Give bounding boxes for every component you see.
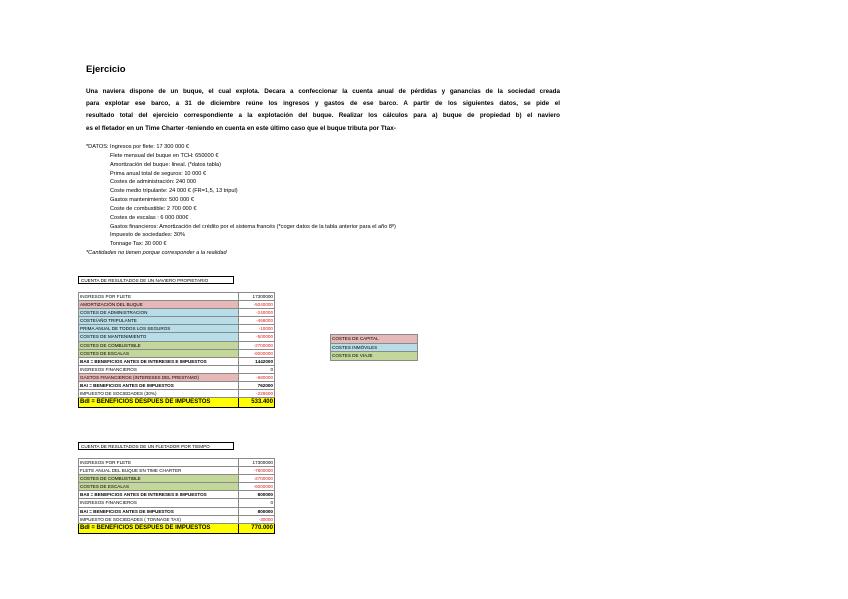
row-label: INGRESOS POR FLETE xyxy=(79,293,239,301)
table-row xyxy=(79,349,275,357)
row-label: INGRESOS POR FLETE xyxy=(79,459,239,467)
data-item: Costes de administración: 240 000 xyxy=(110,179,197,186)
cost-legend xyxy=(330,334,418,361)
row-label: FLETE ANUAL DEL BUQUE EN TIME CHARTER xyxy=(79,467,239,475)
table-row xyxy=(79,357,275,365)
legend-row xyxy=(331,352,418,361)
table-row xyxy=(79,382,275,390)
row-value: -7800000 xyxy=(239,467,275,475)
data-item: Prima anual total de seguros: 10 000 € xyxy=(110,170,207,177)
page-title: Ejercicio xyxy=(86,64,126,75)
total-label: BdI = BENEFICIOS DESPUES DE IMPUESTOS xyxy=(79,523,239,533)
total-row xyxy=(79,523,275,533)
total-row xyxy=(79,398,275,408)
data-item: Tonnage Tax: 30 000 € xyxy=(110,241,167,248)
table-row xyxy=(79,515,275,523)
row-value: -6000000 xyxy=(239,349,275,357)
row-value: 1442000 xyxy=(239,357,275,365)
row-value: 17300000 xyxy=(239,293,275,301)
row-label: COSTE/AÑO TRIPULANTE xyxy=(79,317,239,325)
statement-line: resultado total del ejercicio correspondiente a la explotación del buque. Realizar los cálculos para a) buque de propiedad b) el naviero xyxy=(86,112,560,120)
row-label: GASTOS FINANCIEROS (INTERESES DEL PRESTAMO) xyxy=(79,373,239,381)
row-value: 0 xyxy=(239,365,275,373)
exercise-statement xyxy=(86,86,560,135)
total-value: 533.400 xyxy=(239,398,275,408)
data-item: Amortización del buque: lineal. (*datos tabla) xyxy=(110,161,222,168)
row-label: COSTES DE MANTENIMIENTO xyxy=(79,333,239,341)
row-label: INGRESOS FINANCIEROS xyxy=(79,365,239,373)
row-label: BAII = BENEFICIOS ANTES DE INTERESES E IMPUESTOS xyxy=(79,491,239,499)
legend-item: COSTES INMÓVILES xyxy=(331,343,418,352)
table2-caption: CUENTA DE RESULTADOS DE UN FLETADOR POR TIEMPO xyxy=(78,442,234,450)
data-item: Gastos financieros: Amortización del crédito por el sistema francés (*coger datos de la tabla anterior para el año 8º) xyxy=(110,223,396,230)
row-value: -2700000 xyxy=(239,341,275,349)
total-value: 770.000 xyxy=(239,523,275,533)
row-label: INGRESOS FINANCIEROS xyxy=(79,499,239,507)
row-label: BAI = BENEFICIOS ANTES DE IMPUESTOS xyxy=(79,382,239,390)
data-item: Coste de combustible: 2 700 000 € xyxy=(110,205,197,212)
table-row xyxy=(79,467,275,475)
legend-row xyxy=(331,343,418,352)
row-label: BAII = BENEFICIOS ANTES DE INTERESES E IMPUESTOS xyxy=(79,357,239,365)
row-value: 762000 xyxy=(239,382,275,390)
row-label: IMPUESTO DE SOCIEDADES (30%) xyxy=(79,390,239,398)
legend-item: COSTES DE CAPITAL xyxy=(331,335,418,344)
table-row xyxy=(79,293,275,301)
table-row xyxy=(79,491,275,499)
table-row xyxy=(79,317,275,325)
data-item: Impuesto de sociedades: 30% xyxy=(110,232,185,239)
table-row xyxy=(79,365,275,373)
table-row xyxy=(79,390,275,398)
row-value: 800000 xyxy=(239,491,275,499)
row-value: -5040000 xyxy=(239,301,275,309)
row-label: COSTES DE ESCALAS xyxy=(79,349,239,357)
row-value: -6000000 xyxy=(239,483,275,491)
statement-line: es el fletador en un Time Charter -teniendo en cuenta en este último caso que el buque tributa por Ttax- xyxy=(86,124,396,132)
statement-line: para explotar ese barco, a 31 de diciembre reúne los ingresos y gastos de ese barco. A partir de los siguientes datos, se pide el xyxy=(86,100,560,108)
table-row xyxy=(79,341,275,349)
row-label: AMORTIZACIÓN DEL BUQUE xyxy=(79,301,239,309)
row-label: COSTES DE COMBUSTIBLE xyxy=(79,475,239,483)
row-label: PRIMA ANUAL DE TODOS LOS SEGUROS xyxy=(79,325,239,333)
row-value: 17300000 xyxy=(239,459,275,467)
charterer-income-statement xyxy=(78,458,275,534)
row-value: -228600 xyxy=(239,390,275,398)
table-row xyxy=(79,301,275,309)
table-row xyxy=(79,483,275,491)
row-label: COSTES DE COMBUSTIBLE xyxy=(79,341,239,349)
row-value: -30000 xyxy=(239,515,275,523)
row-label: COSTES DE ESCALAS xyxy=(79,483,239,491)
table-row xyxy=(79,333,275,341)
total-label: BdI = BENEFICIOS DESPUES DE IMPUESTOS xyxy=(79,398,239,408)
legend-item: COSTES DE VIAJE xyxy=(331,352,418,361)
table1-caption: CUENTA DE RESULTADOS DE UN NAVIERO PROPIETARIO xyxy=(78,276,234,284)
row-value: -680000 xyxy=(239,373,275,381)
table-row xyxy=(79,373,275,381)
data-note: *Cantidades no tienen porque corresponder a la realidad xyxy=(86,250,227,257)
statement-line: Una naviera dispone de un buque, el cual explota. Decara a confeccionar la cuenta anual de pérdidas y ganancias de la sociedad creada xyxy=(86,88,560,95)
data-list xyxy=(86,143,396,258)
row-value: -500000 xyxy=(239,333,275,341)
table-row xyxy=(79,507,275,515)
row-value: 0 xyxy=(239,499,275,507)
table-row xyxy=(79,475,275,483)
data-item: Flete mensual del buque en TCH: 650000 € xyxy=(110,152,219,159)
row-value: -468000 xyxy=(239,317,275,325)
table-row xyxy=(79,309,275,317)
row-value: -240000 xyxy=(239,309,275,317)
row-value: 800000 xyxy=(239,507,275,515)
owner-income-statement xyxy=(78,292,275,408)
row-label: IMPUESTO DE SOCIEDADES ( TONNAGE TAX) xyxy=(79,515,239,523)
data-item: Costes de escalas : 6 000 000€ xyxy=(110,214,189,221)
row-label: BAI = BENEFICIOS ANTES DE IMPUESTOS xyxy=(79,507,239,515)
table-row xyxy=(79,499,275,507)
data-item: Coste medio tripulante: 24 000 € (FR=1,5, 13 tripul) xyxy=(110,188,238,195)
table-row xyxy=(79,459,275,467)
data-item: Gastos mantenimiento: 500 000 € xyxy=(110,197,194,204)
row-value: -10000 xyxy=(239,325,275,333)
data-header: *DATOS: Ingresos por flete: 17 300 000 € xyxy=(86,144,190,150)
table-row xyxy=(79,325,275,333)
row-value: -2700000 xyxy=(239,475,275,483)
row-label: COSTES DE ADMINISTRACION xyxy=(79,309,239,317)
legend-row xyxy=(331,335,418,344)
